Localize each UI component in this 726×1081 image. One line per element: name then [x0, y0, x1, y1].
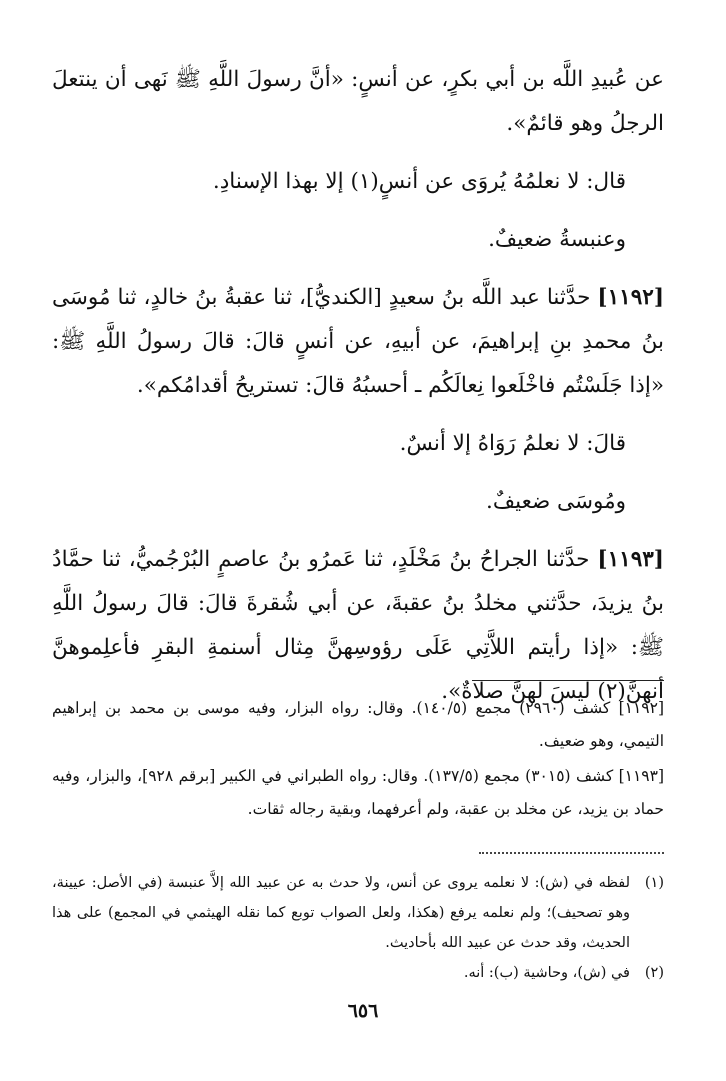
footnote-marker: (١) [644, 875, 664, 891]
commentary-1191: قال: لا نعلمُهُ يُروَى عن أنسٍ(١) إلا بهذا الإسنادِ. [212, 169, 626, 194]
hadith-1192 [52, 276, 664, 408]
hadith-number-1192: [١١٩٢] [597, 285, 664, 310]
hadith-1191-ending: عن عُبيدِ اللَّه بن أبي بكرٍ، عن أنسٍ: «أنَّ رسولَ اللَّهِ ﷺ نَهى أن ينتعلَ الرجلُ وهو قائمٌ». [52, 67, 664, 136]
page-number: ٦٥٦ [347, 1000, 379, 1022]
footnote-marker: (٢) [644, 965, 664, 981]
footnote-1 [52, 868, 664, 958]
grading-1191: وعنبسةُ ضعيفٌ. [488, 227, 626, 252]
reference-1193: [١١٩٣] كشف (٣٠١٥) مجمع (١٣٧/٥). وقال: رواه الطبراني في الكبير [برقم ٩٢٨]، والبزار، وفيه حماد بن يزيد، عن مخلد بن عقبة، ولم أعرفهما، وبقية رجاله ثقات. [52, 767, 665, 818]
footnote-text: لفظه في (ش): لا نعلمه يروى عن أنس، ولا حدث به عن عبيد الله إلاَّ عنبسة (في الأصل: عيينة، وهو تصحيف)؛ ولم نعلمه يرفع (هكذا، ولعل الصواب توبع كما نقله الهيثمي في المجمع) على هذا الحديث، وقد حدث عن عبيد الله بأحاديث. [52, 875, 630, 951]
commentary-1192: قالَ: لا نعلمُ رَوَاهُ إلا أنسٌ. [399, 431, 626, 456]
grading-1192: ومُوسَى ضعيفٌ. [486, 489, 626, 514]
main-text [52, 58, 664, 714]
footnote-text: في (ش)، وحاشية (ب): أنه. [463, 965, 630, 981]
hadith-number-1193: [١١٩٣] [597, 547, 664, 572]
hadith-1193 [52, 538, 664, 714]
hadith-1193-text: حدَّثنا الجراحُ بنُ مَخْلَدٍ، ثنا عَمرُو بنُ عاصمٍ البُرْجُميُّ، ثنا حمَّادُ بنُ يزيدَ، حدَّثني مخلدُ بنُ عقبةَ، عن أبي شُقرةَ قالَ: قالَ رسولُ اللَّهِ ﷺ: «إذا رأيتم اللاَّتِي عَلَى رؤوسِهنَّ مِثال أسنمةِ البقرِ فأعلِموهنَّ أنهنَّ(٢) ليسَ لهنَّ صلاةٌ». [52, 547, 664, 704]
footnote-2 [52, 958, 664, 988]
footnotes [52, 868, 664, 988]
footnotes-divider [479, 852, 664, 854]
hadith-1192-text: حدَّثنا عبد اللَّه بنُ سعيدٍ [الكنديُّ]، ثنا عقبةُ بنُ خالدٍ، ثنا مُوسَى بنُ محمدِ بنِ إبراهيمَ، عن أبيهِ، عن أنسٍ قالَ: قالَ رسولُ اللَّهِ ﷺ: «إذا جَلَسْتُم فاخْلَعوا نِعالَكُم ـ أحسبُهُ قالَ: تستريحُ أقدامُكم». [52, 285, 664, 398]
reference-1192: [١١٩٢] كشف (٢٩٦٠) مجمع (١٤٠/٥). وقال: رواه البزار، وفيه موسى بن محمد بن إبراهيم التيمي، وهو ضعيف. [52, 699, 664, 750]
references [52, 692, 664, 828]
references-divider [472, 680, 664, 681]
